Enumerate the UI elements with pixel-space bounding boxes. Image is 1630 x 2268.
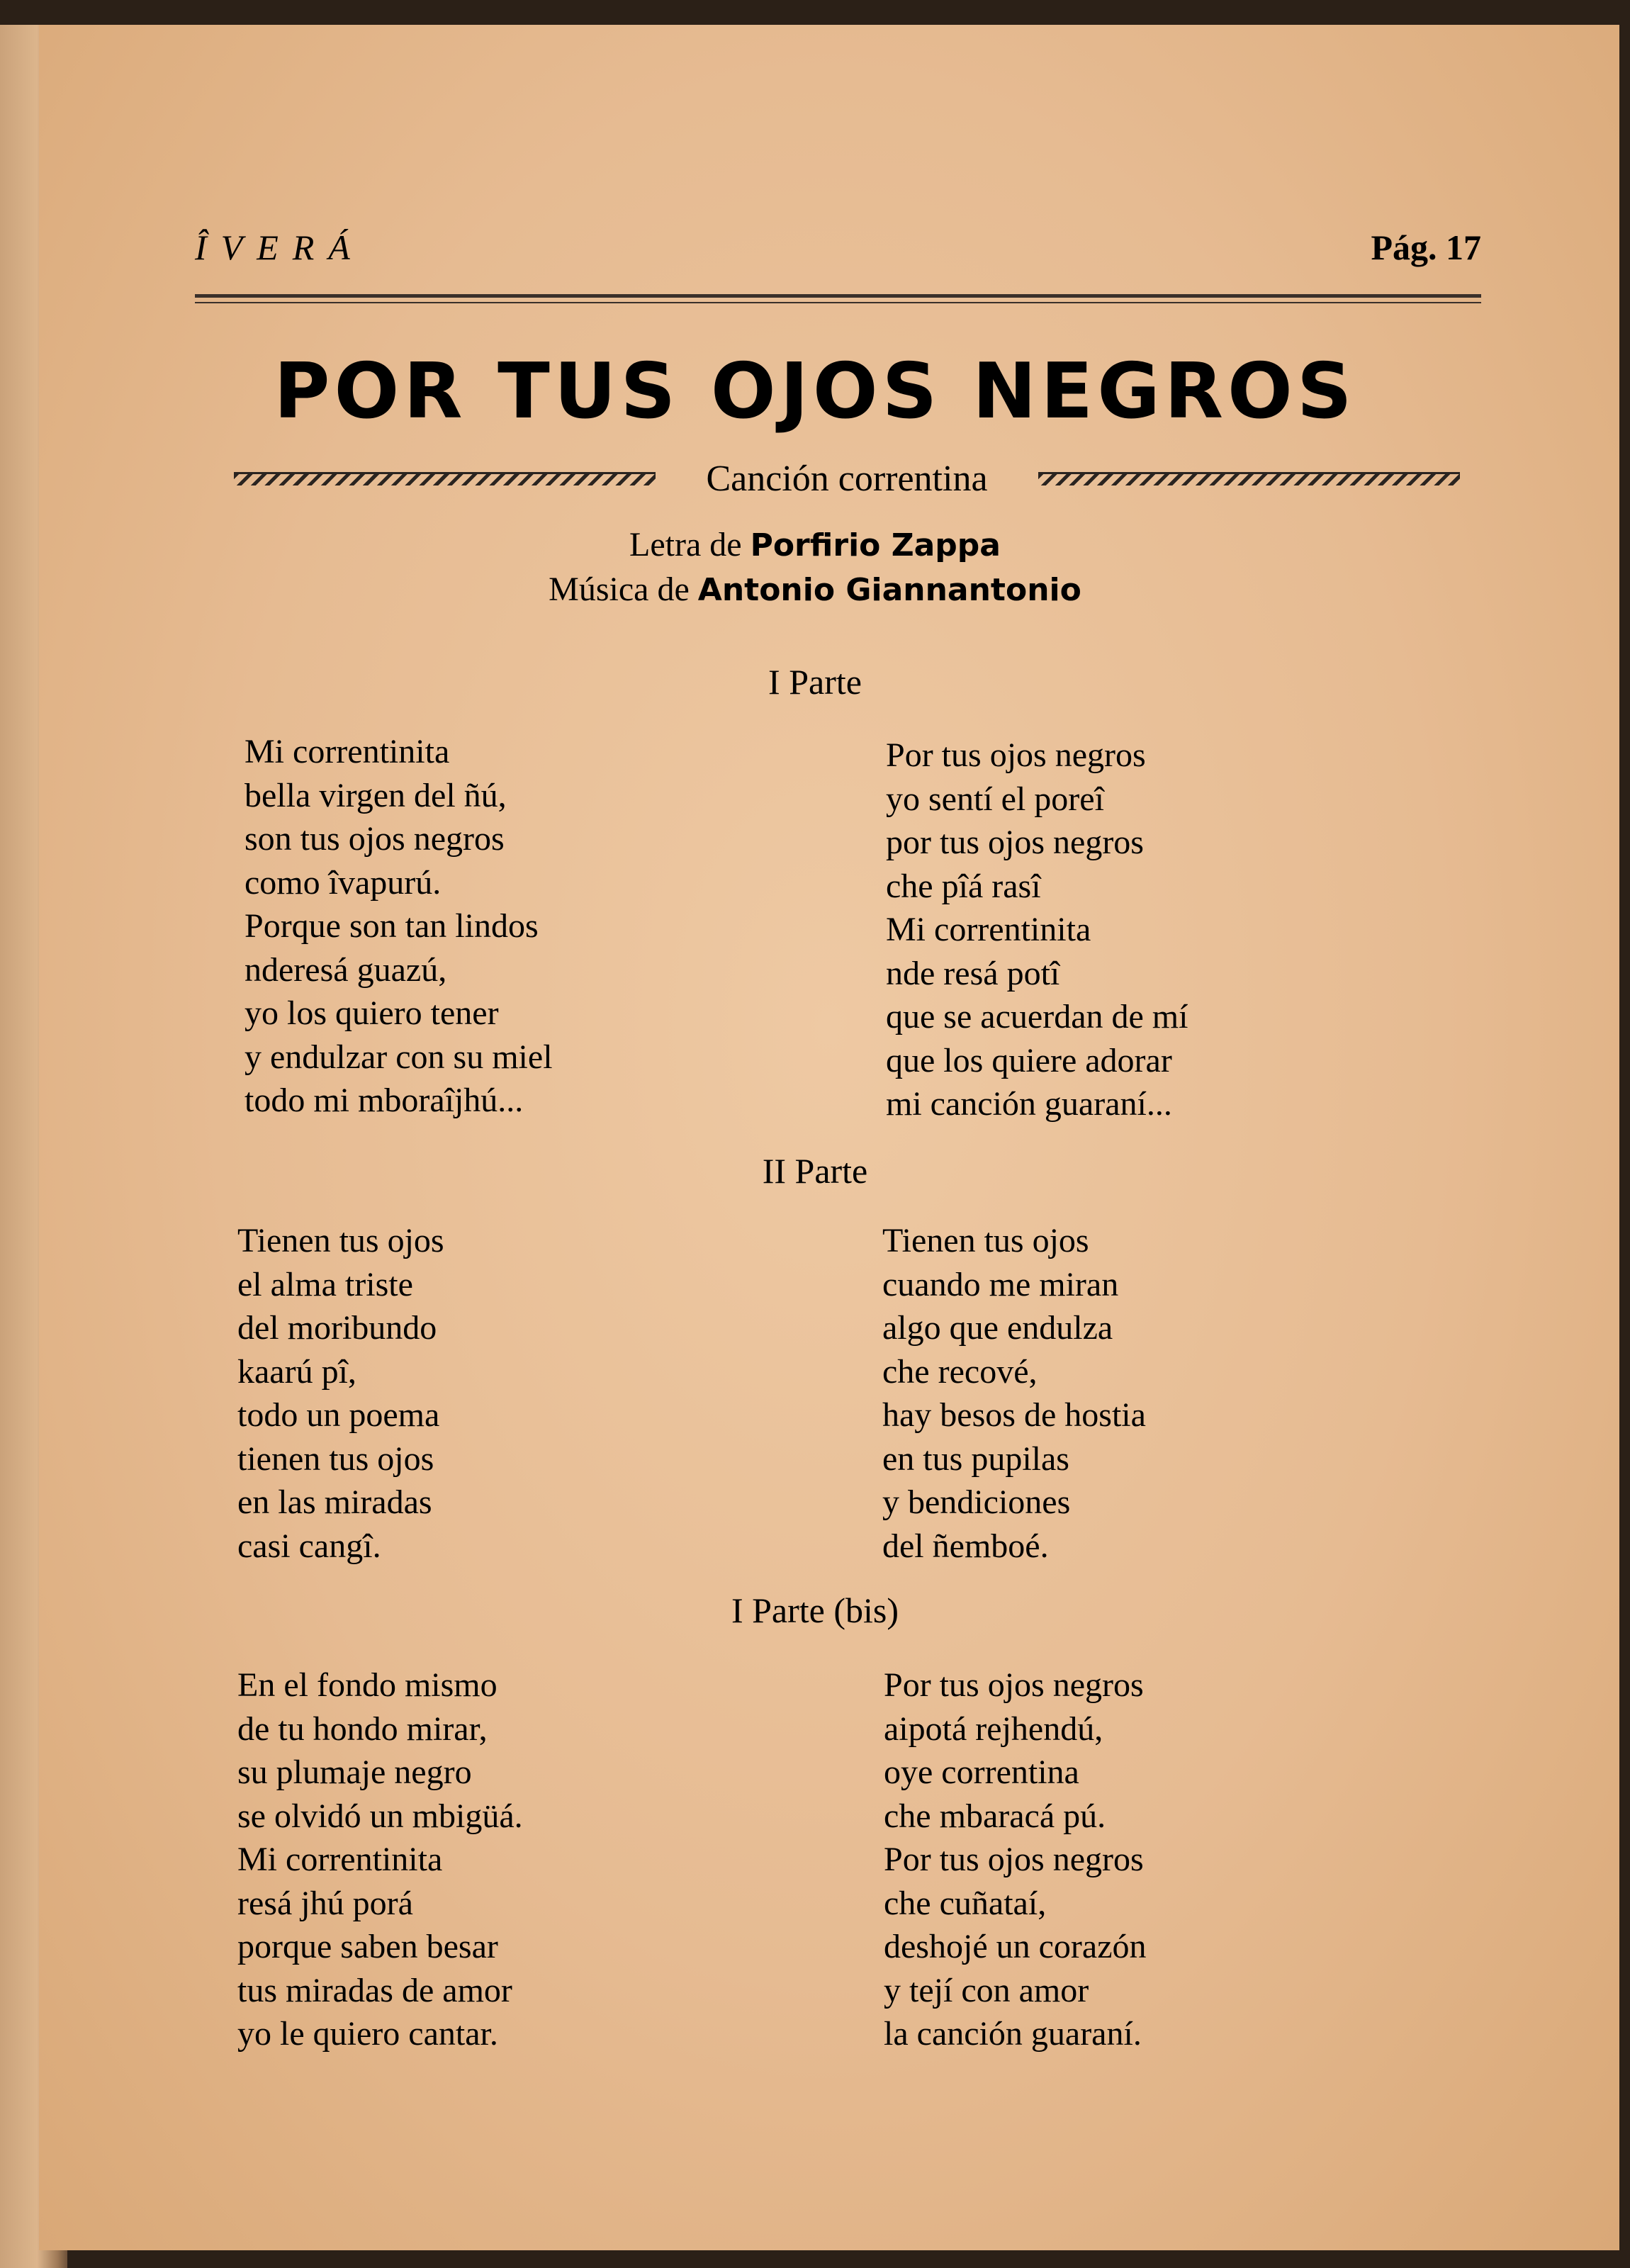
verse-line: Mi correntinita — [244, 733, 450, 770]
verse-line: cuando me miran — [882, 1265, 1119, 1303]
header-rule-thin — [195, 302, 1481, 303]
verse-line: del moribundo — [237, 1309, 437, 1347]
verse-line: que los quiere adorar — [886, 1041, 1172, 1079]
verse-line: Tienen tus ojos — [237, 1222, 444, 1259]
verse-line: Mi correntinita — [886, 911, 1091, 948]
verse-line: porque saben besar — [237, 1928, 498, 1965]
verse-line: kaarú pî, — [237, 1352, 356, 1391]
verse-line: che recové, — [882, 1352, 1038, 1391]
verse-line: resá jhú porá — [237, 1884, 413, 1922]
verse-line: mi canción guaraní... — [886, 1085, 1172, 1123]
verse-line: hay besos de hostia — [882, 1396, 1146, 1434]
verse-right — [882, 1219, 1146, 1568]
verse-line: En el fondo mismo — [237, 1666, 498, 1704]
verse-right — [884, 1663, 1147, 2056]
verse-line: que se acuerdan de mí — [886, 998, 1188, 1035]
verse-line: che mbaracá pú. — [884, 1797, 1106, 1835]
right-ornament — [1038, 472, 1460, 485]
verse-line: Tienen tus ojos — [882, 1222, 1089, 1259]
verse-line: yo sentí el poreî — [886, 780, 1104, 818]
music-prefix: Música de — [549, 571, 690, 608]
verse-line: y bendiciones — [882, 1483, 1071, 1521]
verse-line: de tu hondo mirar, — [237, 1710, 488, 1748]
verse-line: nderesá guazú, — [244, 950, 447, 989]
left-ornament — [234, 472, 656, 485]
verse-left — [237, 1219, 444, 1568]
verse-line: como îvapurú. — [244, 863, 442, 902]
running-title: ÎVERÁ — [195, 228, 364, 267]
subtitle: Canción correntina — [706, 458, 988, 499]
verse-line: Porque son tan lindos — [244, 907, 539, 945]
verse-line: se olvidó un mbigüá. — [237, 1797, 523, 1835]
verse-line: y endulzar con su miel — [244, 1038, 553, 1076]
page-header — [195, 227, 1481, 269]
verse-line: oye correntina — [884, 1753, 1079, 1791]
verse-line: son tus ojos negros — [244, 820, 505, 858]
verse-line: su plumaje negro — [237, 1753, 472, 1791]
verse-line: bella virgen del ñú, — [244, 776, 507, 814]
song-title: POR TUS OJOS NEGROS — [274, 347, 1356, 436]
section-heading: I Parte (bis) — [731, 1590, 899, 1630]
verse-line: la canción guaraní. — [884, 2015, 1142, 2053]
verse-line: y tejí con amor — [884, 1971, 1089, 2009]
verse-left — [244, 730, 553, 1123]
lyricist-name: Porfirio Zappa — [750, 527, 1001, 563]
verse-left — [237, 1663, 523, 2056]
verse-right — [886, 734, 1188, 1126]
lyrics-credit — [0, 523, 1630, 568]
verse-line: yo le quiero cantar. — [237, 2015, 498, 2053]
verse-line: en tus pupilas — [882, 1439, 1069, 1478]
verse-line: Mi correntinita — [237, 1841, 443, 1878]
verse-line: tienen tus ojos — [237, 1439, 434, 1478]
composer-name: Antonio Giannantonio — [697, 572, 1081, 608]
verse-line: tus miradas de amor — [237, 1971, 512, 2009]
verse-line: todo un poema — [237, 1396, 440, 1434]
verse-line: algo que endulza — [882, 1309, 1113, 1347]
verse-line: deshojé un corazón — [884, 1928, 1147, 1965]
verse-line: el alma triste — [237, 1265, 413, 1303]
verse-line: Por tus ojos negros — [884, 1841, 1144, 1878]
verse-line: casi cangî. — [237, 1527, 381, 1565]
verse-line: Por tus ojos negros — [884, 1666, 1144, 1704]
section-heading: II Parte — [762, 1151, 868, 1191]
verse-line: yo los quiero tener — [244, 994, 499, 1032]
verse-line: Por tus ojos negros — [886, 736, 1146, 774]
subtitle-row — [234, 454, 1460, 503]
verse-line: che cuñataí, — [884, 1884, 1047, 1922]
music-credit — [0, 568, 1630, 612]
verse-line: del ñemboé. — [882, 1527, 1049, 1565]
verse-line: en las miradas — [237, 1483, 432, 1521]
header-rule-thick — [195, 294, 1481, 298]
verse-line: nde resá potî — [886, 954, 1060, 992]
section-heading: I Parte — [768, 662, 862, 702]
page-number: Pág. 17 — [1371, 228, 1481, 267]
verse-line: todo mi mboraîjhú... — [244, 1082, 524, 1119]
verse-line: aipotá rejhendú, — [884, 1710, 1103, 1748]
verse-line: por tus ojos negros — [886, 824, 1144, 861]
lyrics-prefix: Letra de — [629, 526, 742, 563]
credits — [0, 523, 1630, 612]
verse-line: che pîá rasî — [886, 867, 1041, 905]
